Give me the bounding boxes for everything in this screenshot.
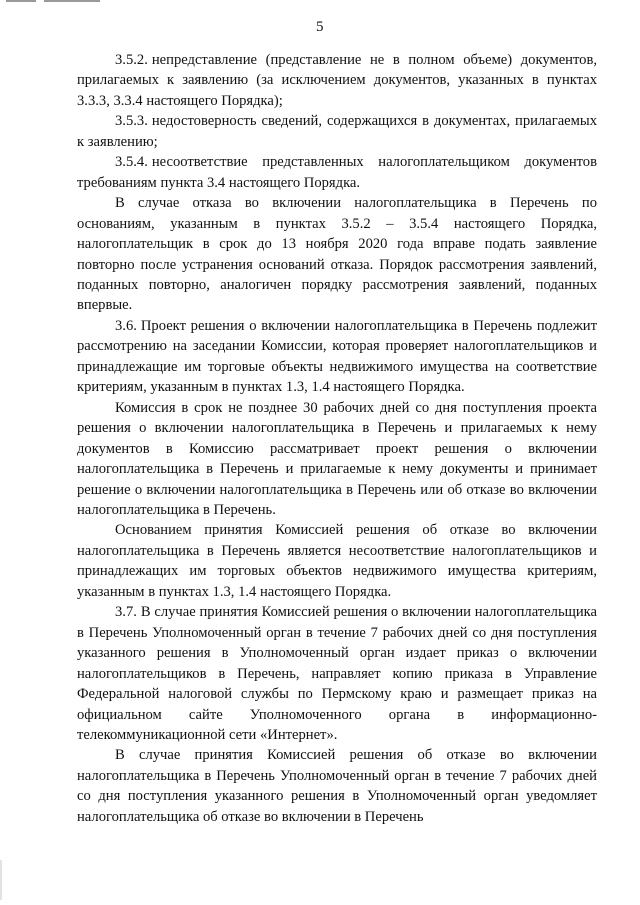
paragraph-number: 3.6. [115,317,137,334]
paragraph-number: 3.5.2. [115,52,148,68]
scan-edge-marks [0,0,120,4]
paragraph-text: непредставление (представление не в полном объеме) документов, прилагаемых к заявлению (за исключением документов, указанных в пунктах 3.3.3, 3.3.4 настоящего Порядка); [77,52,597,109]
paragraph-text: несоответствие представленных налогоплательщиком документов требованиям пункта 3.4 настоящего Порядка. [77,154,597,191]
paragraph-text: Основанием принятия Комиссией решения об отказе во включении налогоплательщика в Перечень является несоответствие налогоплательщиков и принадлежащих им торговых объектов недвижимого имущества критериям, указанным в пунктах 1.3, 1.4 настоящего Порядка. [77,522,597,600]
paragraph-refusal-resubmission [77,193,597,316]
paragraph-number: 3.5.3. [115,113,148,130]
paragraph-3-5-2 [77,50,597,111]
paragraph-number: 3.7. [115,604,137,621]
paragraph-text: В случае принятия Комиссией решения о включении налогоплательщика в Перечень Уполномоченный орган в течение 7 рабочих дней со дня поступления указанного решения в Уполномоченный орган издает приказ о включении налогоплательщиков в Перечень, направляет копию приказа в Управление Федеральной налоговой службы по Пермскому краю и размещает приказ на официальном сайте Уполномоченного органа в информационно-телекоммуникационной сети «Интернет». [77,604,597,743]
paragraph-refusal-grounds [77,520,597,602]
paragraph-text: В случае отказа во включении налогоплательщика в Перечень по основаниям, указанным в пунктах 3.5.2 – 3.5.4 настоящего Порядка, налогоплательщик в срок до 13 ноября 2020 года вправе подать заявление повторно после устранения оснований отказа. Порядок рассмотрения заявлений, поданных повторно, аналогичен порядку рассмотрения заявлений, поданных впервые. [77,195,597,314]
paragraph-refusal-notice [77,745,597,827]
paragraph-3-7 [77,602,597,745]
page-number: 5 [316,19,324,35]
paragraph-number: 3.5.4. [115,154,148,171]
paragraph-text: Комиссия в срок не позднее 30 рабочих дней со дня поступления проекта решения о включении налогоплательщика в Перечень и прилагаемых к нему документов в Комиссию рассматривает проект решения о включении налогоплательщика в Перечень и прилагаемые к нему документы и принимает решение о включении налогоплательщика в Перечень или об отказе во включении налогоплательщика в Перечень. [77,399,597,518]
paragraph-3-5-4 [77,152,597,193]
paragraph-text: В случае принятия Комиссией решения об отказе во включении налогоплательщика в Перечень Уполномоченный орган в течение 7 рабочих дней со дня поступления указанного решения в Уполномоченный орган уведомляет налогоплательщика об отказе во включении в Перечень [77,747,597,825]
document-body [77,50,597,827]
paragraph-text: недостоверность сведений, содержащихся в документах, прилагаемых к заявлению; [77,113,597,150]
paragraph-commission-term [77,398,597,521]
paragraph-text: Проект решения о включении налогоплательщика в Перечень подлежит рассмотрению на заседании Комиссии, которая проверяет налогоплательщиков и принадлежащие им торговые объекты недвижимого имущества на соответствие критериям, указанным в пунктах 1.3, 1.4 настоящего Порядка. [77,317,597,396]
paragraph-3-5-3 [77,111,597,152]
paragraph-3-6 [77,316,597,398]
scan-left-edge [0,860,2,900]
